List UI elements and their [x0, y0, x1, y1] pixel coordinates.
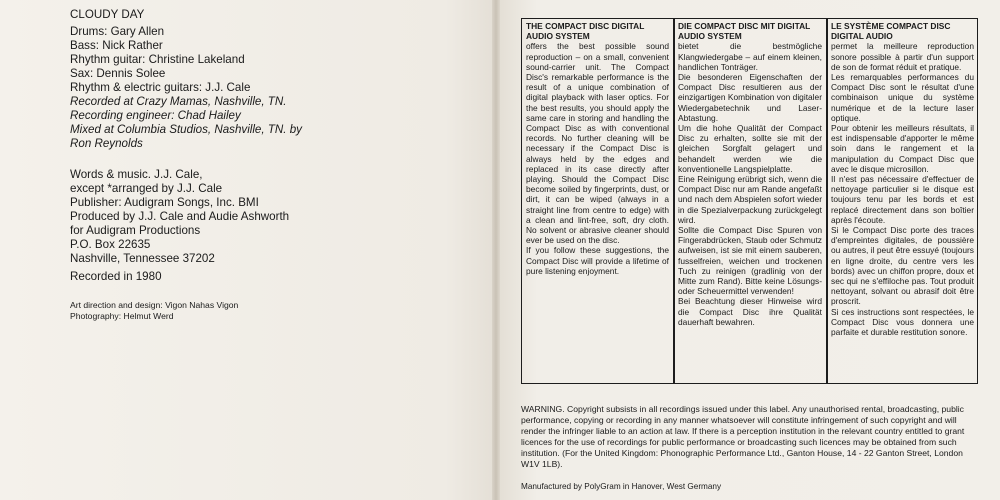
paragraph: permet la meilleure reproduction sonore possible à partir d'un support de son de format réduit et pratique. — [831, 41, 974, 72]
mixed-at: Mixed at Columbia Studios, Nashville, TN. by — [70, 123, 302, 136]
paragraph: Die besonderen Eigenschaften der Compact Disc resultieren aus der einzigartigen Kombination von digitaler Wiedergabetechnik und Laser-Abtastung. — [678, 72, 822, 123]
column-french — [831, 21, 974, 381]
paragraph: Les remarquables performances du Compact Disc sont le résultat d'une combinaison unique du système numérique et de la lecture laser optique. — [831, 72, 974, 123]
heading-english: THE COMPACT DISC DIGITAL AUDIO SYSTEM — [526, 21, 645, 42]
paragraph: If you follow these suggestions, the Compact Disc will provide a lifetime of pure listening enjoyment. — [526, 245, 669, 276]
recorded-at: Recorded at Crazy Mamas, Nashville, TN. — [70, 95, 287, 108]
credit-bass: Bass: Nick Rather — [70, 39, 163, 52]
city-state: Nashville, Tennessee 37202 — [70, 252, 215, 265]
produced-by: Produced by J.J. Cale and Audie Ashworth — [70, 210, 290, 223]
compact-disc-info-box — [521, 18, 978, 384]
recording-engineer: Recording engineer: Chad Hailey — [70, 109, 241, 122]
paragraph: offers the best possible sound reproduction – on a small, convenient sound-carrier unit. The Compact Disc's remarkable performance is the result of a unique combination of digital playback with laser optics. For the best results, you should apply the same care in storing and handling the Compact Disc as with conventional records. No further cleaning will be necessary if the Compact Disc is always held by the edges and replaced in its case directly after playing. Should the Compact Disc become soiled by fingerprints, dust, or dirt, it can be wiped (always in a straight line from centre to edge) with a clean and lint-free, soft, dry cloth. No solvent or abrasive cleaner should ever be used on the disc. — [526, 41, 669, 246]
copyright-warning — [521, 404, 981, 470]
heading-german: DIE COMPACT DISC MIT DIGITAL AUDIO SYSTEM — [678, 21, 811, 42]
paragraph: Eine Reinigung erübrigt sich, wenn die Compact Disc nur am Rande angefaßt und nach dem Abspielen sofort wieder in die Spezialverpackung zurückgelegt wird. — [678, 174, 822, 225]
paragraph: bietet die bestmögliche Klangwiedergabe – auf einem kleinen, handlichen Tonträger. — [678, 41, 822, 72]
mixed-by: Ron Reynolds — [70, 137, 143, 150]
paragraph: Si ces instructions sont respectées, le Compact Disc vous donnera une parfaite et durable restitution sonore. — [831, 306, 974, 338]
photography: Photography: Helmut Werd — [70, 311, 174, 321]
recorded-year: Recorded in 1980 — [70, 270, 162, 283]
booklet-fold — [492, 0, 500, 500]
paragraph: Si le Compact Disc porte des traces d'empreintes digitales, de poussière ou autres, il peut être essuyé (toujours en ligne droite, du centre vers les bords) avec un chiffon propre, doux et sec qui ne s'effiloche pas. Tout produit nettoyant, solvant ou abrasif doit être proscrit. — [831, 225, 974, 307]
credit-rhythm-guitar: Rhythm guitar: Christine Lakeland — [70, 53, 245, 66]
art-direction: Art direction and design: Vigon Nahas Vigon — [70, 300, 239, 310]
arranged-by: except *arranged by J.J. Cale — [70, 182, 223, 195]
manufactured-by: Manufactured by PolyGram in Hanover, West Germany — [521, 482, 722, 491]
words-music: Words & music. J.J. Cale, — [70, 168, 203, 181]
column-english — [526, 21, 669, 381]
column-divider — [673, 19, 675, 383]
paragraph: Bei Beachtung dieser Hinweise wird die Compact Disc ihre Qualität dauerhaft bewahren. — [678, 296, 822, 327]
column-german — [678, 21, 822, 381]
paragraph: Pour obtenir les meilleurs résultats, il est indispensable d'apporter le même soin dans le rangement et la manipulation du Compact Disc que avec le disque microsillon. — [831, 123, 974, 174]
credit-sax: Sax: Dennis Solee — [70, 67, 166, 80]
paragraph: Sollte die Compact Disc Spuren von Fingerabdrücken, Staub oder Schmutz aufweisen, ist sie mit einem sauberen, fusselfreien, weichen und trockenen Tuch zu reinigen (gradlinig von der Mitte zum Rand). Bitte keine Lösungs- oder Scheuermittel verwenden! — [678, 225, 822, 297]
publisher: Publisher: Audigram Songs, Inc. BMI — [70, 196, 259, 209]
production-company: for Audigram Productions — [70, 224, 201, 237]
song-title: CLOUDY DAY — [70, 8, 145, 21]
credit-electric-guitars: Rhythm & electric guitars: J.J. Cale — [70, 81, 251, 94]
paragraph: Um die hohe Qualität der Compact Disc zu erhalten, sollte sie mit der gleichen Sorgfalt gelagert und behandelt werden wie die konventionelle Langspielplatte. — [678, 123, 822, 174]
warning-text: WARNING. Copyright subsists in all recordings issued under this label. Any unauthorised rental, broadcasting, public performance, copying or recording in any manner whatsoever will constitute infringement of such copyright and will render the infringer liable to an action at law. If there is a perception institution in the relevant country entitled to grant licences for the use of recordings for public performance or broadcasting such licences may be obtained from such institution. (For the United Kingdom: Phonographic Performance Ltd., Ganton House, 14 - 22 Ganton Street, London W1V 1LB). — [521, 404, 965, 469]
heading-french: LE SYSTÈME COMPACT DISC DIGITAL AUDIO — [831, 21, 951, 42]
paragraph: Il n'est pas nécessaire d'effectuer de nettoyage particulier si le disque est toujours tenu par les bords et est replacé directement dans son boîtier après l'écoute. — [831, 174, 974, 225]
po-box: P.O. Box 22635 — [70, 238, 151, 251]
column-divider — [826, 19, 828, 383]
credit-drums: Drums: Gary Allen — [70, 25, 165, 38]
